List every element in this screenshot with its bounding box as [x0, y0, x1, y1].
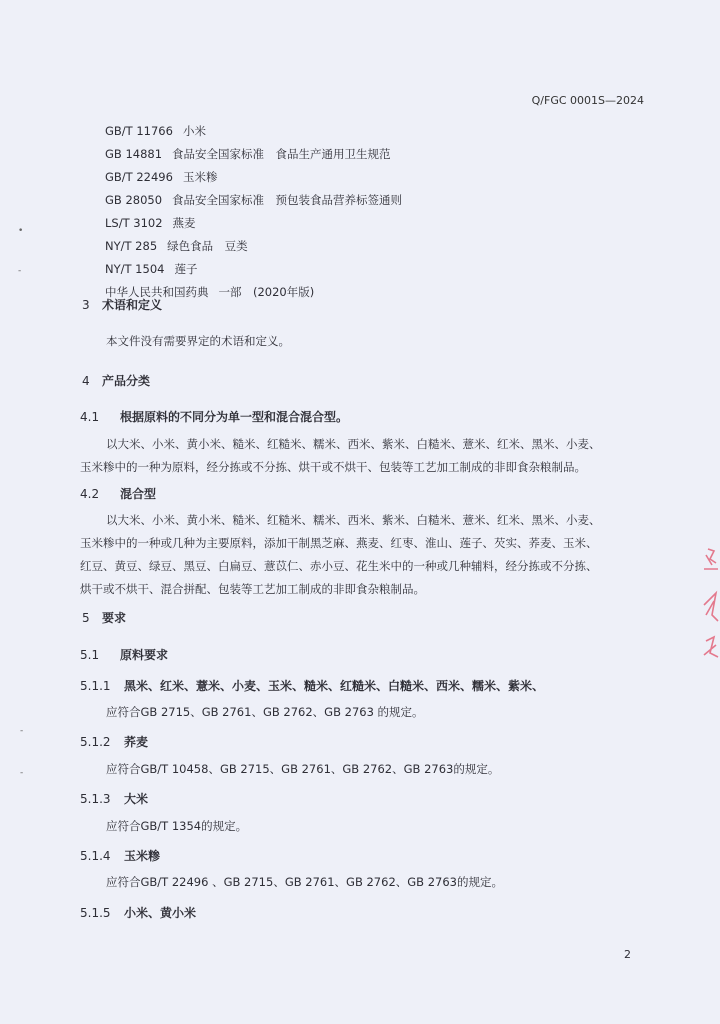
- clause-number: 5.1.1: [80, 679, 111, 693]
- reference-code: NY/T 1504: [105, 262, 165, 276]
- document-code: Q/FGC 0001S—2024: [531, 94, 644, 107]
- scan-mark: -: [20, 768, 24, 778]
- subsection-title: 原料要求: [120, 648, 169, 662]
- clause-title: 小米、黄小米: [124, 906, 197, 920]
- clause-heading: [80, 904, 196, 921]
- section-title: 产品分类: [102, 374, 151, 388]
- clause-text: 应符合GB/T 1354的规定。: [106, 819, 248, 833]
- clause-title: 大米: [124, 792, 149, 806]
- clause-text: 应符合GB/T 22496 、GB 2715、GB 2761、GB 2762、GB 2763的规定。: [106, 875, 503, 889]
- section-text: 本文件没有需要界定的术语和定义。: [106, 334, 290, 348]
- clause-heading: [80, 677, 544, 694]
- reference-code: GB 28050: [105, 193, 163, 207]
- paragraph-line: 玉米糁中的一种为原料，经分拣或不分拣、烘干或不烘干、包装等工艺加工制成的非即食杂粮制品。: [80, 460, 586, 474]
- scan-mark: •: [18, 226, 24, 236]
- reference-code: 中华人民共和国药典: [105, 285, 209, 299]
- section-heading: [82, 372, 150, 389]
- paragraph-line: 以大米、小米、黄小米、糙米、红糙米、糯米、西米、紫米、白糙米、薏米、红米、黑米、小麦、: [106, 437, 601, 451]
- clause-number: 5.1.2: [80, 735, 111, 749]
- clause-heading: [80, 733, 148, 750]
- reference-name: 玉米糁: [182, 170, 218, 184]
- reference-name: 绿色食品 豆类: [167, 239, 248, 253]
- clause-title: 玉米糁: [124, 849, 161, 863]
- subsection-title: 根据原料的不同分为单一型和混合混合型。: [120, 410, 349, 424]
- section-title: 术语和定义: [102, 298, 163, 312]
- reference-name: 食品安全国家标准 食品生产通用卫生规范: [172, 147, 391, 161]
- clause-heading: [80, 847, 160, 864]
- reference-code: GB 14881: [105, 147, 163, 161]
- reference-item: [105, 146, 391, 162]
- reference-name: 一部 (2020年版): [218, 285, 315, 299]
- clause-number: 5.1.3: [80, 792, 111, 806]
- clause-text: 应符合GB/T 10458、GB 2715、GB 2761、GB 2762、GB 2763的规定。: [106, 762, 500, 776]
- subsection-number: 4.1: [80, 410, 100, 424]
- reference-item: [105, 192, 402, 208]
- reference-code: GB/T 22496: [105, 170, 173, 184]
- reference-code: GB/T 11766: [105, 124, 173, 138]
- reference-item: [105, 169, 217, 185]
- paragraph-line: 以大米、小米、黄小米、糙米、红糙米、糯米、西米、紫米、白糙米、薏米、红米、黑米、小麦、: [106, 513, 601, 527]
- section-number: 3: [82, 298, 90, 312]
- paragraph: [80, 509, 652, 601]
- section-heading: [82, 296, 162, 313]
- clause-title: 黑米、红米、薏米、小麦、玉米、糙米、红糙米、白糙米、西米、糯米、紫米、: [124, 679, 545, 693]
- reference-item: [105, 215, 196, 231]
- reference-name: 莲子: [174, 262, 198, 276]
- reference-code: NY/T 285: [105, 239, 158, 253]
- scan-mark: -: [18, 266, 22, 276]
- reference-name: 食品安全国家标准 预包装食品营养标签通则: [172, 193, 403, 207]
- subsection-heading: [80, 485, 156, 502]
- reference-item: [105, 261, 197, 277]
- subsection-heading: [80, 408, 348, 425]
- reference-code: LS/T 3102: [105, 216, 163, 230]
- section-number: 5: [82, 611, 90, 625]
- reference-item: [105, 238, 248, 254]
- paragraph: [80, 433, 652, 479]
- paragraph-line: 烘干或不烘干、混合拼配、包装等工艺加工制成的非即食杂粮制品。: [80, 582, 425, 596]
- reference-name: 燕麦: [172, 216, 196, 230]
- seal-stamp: [700, 545, 720, 665]
- subsection-number: 4.2: [80, 487, 100, 501]
- clause-text: 应符合GB 2715、GB 2761、GB 2762、GB 2763 的规定。: [106, 705, 424, 719]
- paragraph-line: 玉米糁中的一种或几种为主要原料，添加干制黑芝麻、燕麦、红枣、淮山、莲子、芡实、荞麦、玉米、: [80, 536, 598, 550]
- reference-item: [105, 123, 206, 139]
- reference-name: 小米: [182, 124, 206, 138]
- subsection-title: 混合型: [120, 487, 157, 501]
- clause-title: 荞麦: [124, 735, 149, 749]
- section-title: 要求: [102, 611, 127, 625]
- clause-number: 5.1.5: [80, 906, 111, 920]
- page-number: 2: [624, 948, 631, 961]
- clause-heading: [80, 790, 148, 807]
- clause-number: 5.1.4: [80, 849, 111, 863]
- subsection-heading: [80, 646, 168, 663]
- scan-mark: -: [20, 726, 24, 736]
- subsection-number: 5.1: [80, 648, 100, 662]
- section-heading: [82, 609, 126, 626]
- section-number: 4: [82, 374, 90, 388]
- paragraph-line: 红豆、黄豆、绿豆、黑豆、白扁豆、薏苡仁、赤小豆、花生米中的一种或几种辅料，经分拣或不分拣、: [80, 559, 598, 573]
